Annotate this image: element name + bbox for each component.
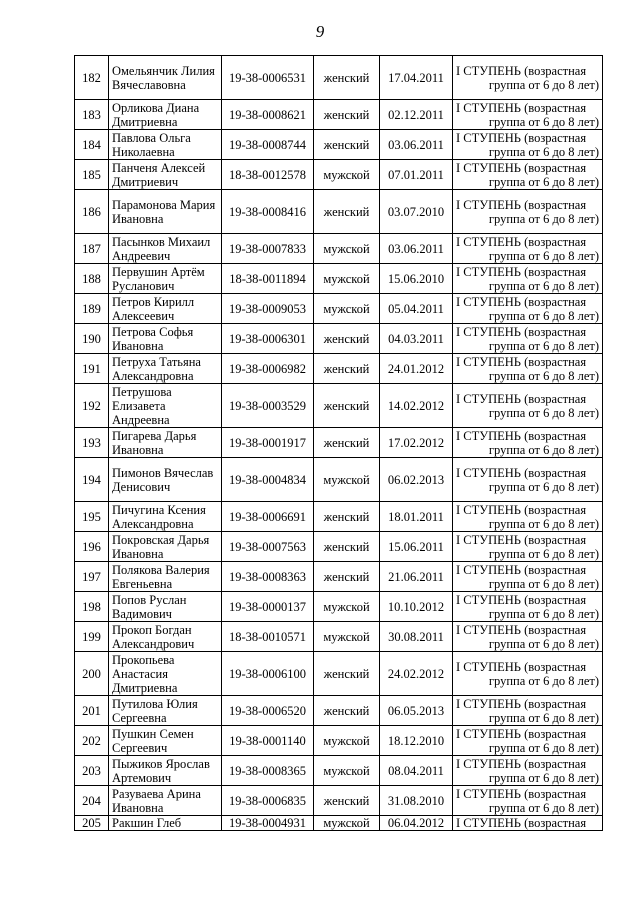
birth-date-cell: 08.04.2011 (380, 756, 453, 786)
participant-name-cell: Павлова Ольга Николаевна (109, 130, 222, 160)
age-group-cell (453, 190, 603, 234)
age-group-cell (453, 592, 603, 622)
participant-sex-cell: женский (314, 696, 380, 726)
birth-date-cell: 17.04.2011 (380, 56, 453, 100)
table-row (75, 354, 603, 384)
participant-name-cell: Пичугина Ксения Александровна (109, 502, 222, 532)
participant-id-cell: 19-38-0008621 (222, 100, 314, 130)
age-group-cell (453, 816, 603, 831)
table-row (75, 562, 603, 592)
birth-date-cell: 02.12.2011 (380, 100, 453, 130)
row-number-cell: 196 (75, 532, 109, 562)
participant-name-cell: Пыжиков Ярослав Артемович (109, 756, 222, 786)
participant-name-cell: Пушкин Семен Сергеевич (109, 726, 222, 756)
age-group-cell (453, 622, 603, 652)
row-number-cell: 199 (75, 622, 109, 652)
participants-table (74, 55, 603, 831)
age-group-range: группа от 6 до 8 лет) (488, 673, 599, 688)
age-group-range: группа от 6 до 8 лет) (488, 405, 599, 420)
participant-sex-cell: мужской (314, 756, 380, 786)
participant-sex-cell: мужской (314, 816, 380, 831)
participant-id-cell: 19-38-0006835 (222, 786, 314, 816)
participant-id-cell: 19-38-0006691 (222, 502, 314, 532)
row-number-cell: 192 (75, 384, 109, 428)
page-number: 9 (315, 22, 325, 41)
age-group-range: группа от 6 до 8 лет) (488, 248, 599, 263)
participant-sex-cell: мужской (314, 234, 380, 264)
participant-sex-cell: мужской (314, 726, 380, 756)
participant-id-cell: 19-38-0004931 (222, 816, 314, 831)
participant-id-cell: 19-38-0006520 (222, 696, 314, 726)
table-row (75, 532, 603, 562)
table-row (75, 264, 603, 294)
age-group-range: группа от 6 до 8 лет) (488, 442, 599, 457)
participant-id-cell: 19-38-0000137 (222, 592, 314, 622)
age-group-stage: I СТУПЕНЬ (возрастная (456, 197, 587, 212)
table-row (75, 384, 603, 428)
row-number-cell: 191 (75, 354, 109, 384)
age-group-range: группа от 6 до 8 лет) (488, 740, 599, 755)
row-number-cell: 201 (75, 696, 109, 726)
age-group-cell (453, 652, 603, 696)
participant-sex-cell: женский (314, 786, 380, 816)
age-group-cell (453, 696, 603, 726)
birth-date-cell: 14.02.2012 (380, 384, 453, 428)
participant-id-cell: 19-38-0006100 (222, 652, 314, 696)
age-group-range: группа от 6 до 8 лет) (488, 77, 599, 92)
participant-sex-cell: женский (314, 354, 380, 384)
participant-name-cell: Прокоп Богдан Александрович (109, 622, 222, 652)
participant-sex-cell: женский (314, 100, 380, 130)
row-number-cell: 182 (75, 56, 109, 100)
participant-sex-cell: мужской (314, 458, 380, 502)
age-group-stage: I СТУПЕНЬ (возрастная (456, 294, 587, 309)
participant-sex-cell: женский (314, 130, 380, 160)
birth-date-cell: 15.06.2011 (380, 532, 453, 562)
age-group-range: группа от 6 до 8 лет) (488, 546, 599, 561)
participant-name-cell: Пасынков Михаил Андреевич (109, 234, 222, 264)
birth-date-cell: 03.06.2011 (380, 130, 453, 160)
participant-id-cell: 19-38-0006301 (222, 324, 314, 354)
table-row (75, 56, 603, 100)
table-row (75, 428, 603, 458)
age-group-range: группа от 6 до 8 лет) (488, 516, 599, 531)
row-number-cell: 184 (75, 130, 109, 160)
participant-id-cell: 19-38-0006982 (222, 354, 314, 384)
participant-id-cell: 18-38-0011894 (222, 264, 314, 294)
age-group-stage: I СТУПЕНЬ (возрастная (456, 816, 587, 830)
participant-sex-cell: женский (314, 532, 380, 562)
row-number-cell: 190 (75, 324, 109, 354)
age-group-stage: I СТУПЕНЬ (возрастная (456, 465, 587, 480)
participant-id-cell: 19-38-0008365 (222, 756, 314, 786)
age-group-range: группа от 6 до 8 лет) (488, 368, 599, 383)
participant-sex-cell: мужской (314, 294, 380, 324)
table-row (75, 458, 603, 502)
participant-sex-cell: женский (314, 190, 380, 234)
age-group-cell (453, 428, 603, 458)
birth-date-cell: 21.06.2011 (380, 562, 453, 592)
participant-id-cell: 19-38-0009053 (222, 294, 314, 324)
participant-id-cell: 19-38-0008416 (222, 190, 314, 234)
age-group-stage: I СТУПЕНЬ (возрастная (456, 756, 587, 771)
participant-sex-cell: женский (314, 502, 380, 532)
birth-date-cell: 30.08.2011 (380, 622, 453, 652)
table-row (75, 726, 603, 756)
age-group-stage: I СТУПЕНЬ (возрастная (456, 324, 587, 339)
table-row (75, 502, 603, 532)
table-row (75, 816, 603, 831)
age-group-stage: I СТУПЕНЬ (возрастная (456, 428, 587, 443)
row-number-cell: 200 (75, 652, 109, 696)
age-group-cell (453, 324, 603, 354)
age-group-cell (453, 786, 603, 816)
row-number-cell: 188 (75, 264, 109, 294)
birth-date-cell: 05.04.2011 (380, 294, 453, 324)
age-group-cell (453, 100, 603, 130)
age-group-cell (453, 726, 603, 756)
age-group-range: группа от 6 до 8 лет) (488, 144, 599, 159)
table-row (75, 652, 603, 696)
participant-sex-cell: мужской (314, 160, 380, 190)
participant-sex-cell: женский (314, 324, 380, 354)
birth-date-cell: 17.02.2012 (380, 428, 453, 458)
participant-id-cell: 19-38-0006531 (222, 56, 314, 100)
age-group-cell (453, 56, 603, 100)
age-group-stage: I СТУПЕНЬ (возрастная (456, 562, 587, 577)
participant-name-cell: Покровская Дарья Ивановна (109, 532, 222, 562)
row-number-cell: 183 (75, 100, 109, 130)
participant-name-cell: Попов Руслан Вадимович (109, 592, 222, 622)
age-group-stage: I СТУПЕНЬ (возрастная (456, 659, 587, 674)
age-group-stage: I СТУПЕНЬ (возрастная (456, 622, 587, 637)
age-group-stage: I СТУПЕНЬ (возрастная (456, 502, 587, 517)
participant-id-cell: 18-38-0012578 (222, 160, 314, 190)
row-number-cell: 186 (75, 190, 109, 234)
age-group-cell (453, 234, 603, 264)
participant-id-cell: 19-38-0001140 (222, 726, 314, 756)
birth-date-cell: 04.03.2011 (380, 324, 453, 354)
participant-name-cell: Пимонов Вячеслав Денисович (109, 458, 222, 502)
table-row (75, 786, 603, 816)
age-group-cell (453, 458, 603, 502)
participant-id-cell: 19-38-0008744 (222, 130, 314, 160)
participant-name-cell: Разуваева Арина Ивановна (109, 786, 222, 816)
table-row (75, 160, 603, 190)
participant-id-cell: 19-38-0007563 (222, 532, 314, 562)
birth-date-cell: 18.12.2010 (380, 726, 453, 756)
participant-sex-cell: мужской (314, 592, 380, 622)
participant-name-cell: Пигарева Дарья Ивановна (109, 428, 222, 458)
row-number-cell: 189 (75, 294, 109, 324)
age-group-range: группа от 6 до 8 лет) (488, 636, 599, 651)
age-group-cell (453, 756, 603, 786)
birth-date-cell: 24.02.2012 (380, 652, 453, 696)
participant-sex-cell: женский (314, 384, 380, 428)
age-group-cell (453, 130, 603, 160)
age-group-stage: I СТУПЕНЬ (возрастная (456, 264, 587, 279)
participant-name-cell: Путилова Юлия Сергеевна (109, 696, 222, 726)
table-row (75, 294, 603, 324)
age-group-stage: I СТУПЕНЬ (возрастная (456, 63, 587, 78)
age-group-range: группа от 6 до 8 лет) (488, 710, 599, 725)
age-group-stage: I СТУПЕНЬ (возрастная (456, 234, 587, 249)
participant-name-cell: Орликова Диана Дмитриевна (109, 100, 222, 130)
birth-date-cell: 06.02.2013 (380, 458, 453, 502)
age-group-cell (453, 294, 603, 324)
birth-date-cell: 07.01.2011 (380, 160, 453, 190)
row-number-cell: 194 (75, 458, 109, 502)
age-group-cell (453, 160, 603, 190)
participant-name-cell: Ракшин Глеб (109, 816, 222, 831)
table-row (75, 622, 603, 652)
age-group-range: группа от 6 до 8 лет) (488, 479, 599, 494)
age-group-range: группа от 6 до 8 лет) (488, 114, 599, 129)
age-group-stage: I СТУПЕНЬ (возрастная (456, 532, 587, 547)
participant-name-cell: Парамонова Мария Ивановна (109, 190, 222, 234)
table-row (75, 324, 603, 354)
age-group-cell (453, 384, 603, 428)
age-group-cell (453, 264, 603, 294)
participant-id-cell: 19-38-0004834 (222, 458, 314, 502)
age-group-range: группа от 6 до 8 лет) (488, 278, 599, 293)
participant-sex-cell: женский (314, 562, 380, 592)
age-group-range: группа от 6 до 8 лет) (488, 338, 599, 353)
row-number-cell: 187 (75, 234, 109, 264)
age-group-range: группа от 6 до 8 лет) (488, 606, 599, 621)
row-number-cell: 205 (75, 816, 109, 831)
row-number-cell: 204 (75, 786, 109, 816)
age-group-stage: I СТУПЕНЬ (возрастная (456, 726, 587, 741)
row-number-cell: 198 (75, 592, 109, 622)
age-group-stage: I СТУПЕНЬ (возрастная (456, 391, 587, 406)
row-number-cell: 195 (75, 502, 109, 532)
row-number-cell: 203 (75, 756, 109, 786)
participant-sex-cell: женский (314, 428, 380, 458)
age-group-cell (453, 532, 603, 562)
table-row (75, 756, 603, 786)
age-group-stage: I СТУПЕНЬ (возрастная (456, 100, 587, 115)
age-group-stage: I СТУПЕНЬ (возрастная (456, 160, 587, 175)
birth-date-cell: 03.06.2011 (380, 234, 453, 264)
age-group-range: группа от 6 до 8 лет) (488, 770, 599, 785)
age-group-cell (453, 562, 603, 592)
participant-sex-cell: мужской (314, 622, 380, 652)
birth-date-cell: 10.10.2012 (380, 592, 453, 622)
age-group-stage: I СТУПЕНЬ (возрастная (456, 696, 587, 711)
participant-name-cell: Прокопьева Анастасия Дмитриевна (109, 652, 222, 696)
age-group-range: группа от 6 до 8 лет) (488, 800, 599, 815)
age-group-stage: I СТУПЕНЬ (возрастная (456, 592, 587, 607)
participant-id-cell: 19-38-0008363 (222, 562, 314, 592)
age-group-cell (453, 502, 603, 532)
participant-name-cell: Панченя Алексей Дмитриевич (109, 160, 222, 190)
participant-sex-cell: женский (314, 56, 380, 100)
table-row (75, 130, 603, 160)
row-number-cell: 193 (75, 428, 109, 458)
table-row (75, 234, 603, 264)
age-group-cell (453, 354, 603, 384)
row-number-cell: 197 (75, 562, 109, 592)
age-group-range: группа от 6 до 8 лет) (488, 308, 599, 323)
row-number-cell: 185 (75, 160, 109, 190)
participant-id-cell: 19-38-0001917 (222, 428, 314, 458)
participant-sex-cell: мужской (314, 264, 380, 294)
age-group-stage: I СТУПЕНЬ (возрастная (456, 786, 587, 801)
table-row (75, 190, 603, 234)
table-row (75, 592, 603, 622)
participant-name-cell: Омельянчик Лилия Вячеславовна (109, 56, 222, 100)
participants-table-body (75, 56, 603, 831)
birth-date-cell: 06.05.2013 (380, 696, 453, 726)
row-number-cell: 202 (75, 726, 109, 756)
participant-id-cell: 19-38-0003529 (222, 384, 314, 428)
participant-id-cell: 18-38-0010571 (222, 622, 314, 652)
age-group-stage: I СТУПЕНЬ (возрастная (456, 130, 587, 145)
table-row (75, 696, 603, 726)
birth-date-cell: 24.01.2012 (380, 354, 453, 384)
participant-name-cell: Петруха Татьяна Александровна (109, 354, 222, 384)
age-group-range: группа от 6 до 8 лет) (488, 211, 599, 226)
birth-date-cell: 03.07.2010 (380, 190, 453, 234)
table-row (75, 100, 603, 130)
participant-sex-cell: женский (314, 652, 380, 696)
age-group-range: группа от 6 до 8 лет) (488, 576, 599, 591)
participant-name-cell: Петров Кирилл Алексеевич (109, 294, 222, 324)
age-group-range: группа от 6 до 8 лет) (488, 174, 599, 189)
birth-date-cell: 06.04.2012 (380, 816, 453, 831)
birth-date-cell: 15.06.2010 (380, 264, 453, 294)
participant-name-cell: Петрушова Елизавета Андреевна (109, 384, 222, 428)
participant-name-cell: Первушин Артём Русланович (109, 264, 222, 294)
participant-id-cell: 19-38-0007833 (222, 234, 314, 264)
birth-date-cell: 18.01.2011 (380, 502, 453, 532)
age-group-stage: I СТУПЕНЬ (возрастная (456, 354, 587, 369)
birth-date-cell: 31.08.2010 (380, 786, 453, 816)
participant-name-cell: Петрова Софья Ивановна (109, 324, 222, 354)
participant-name-cell: Полякова Валерия Евгеньевна (109, 562, 222, 592)
